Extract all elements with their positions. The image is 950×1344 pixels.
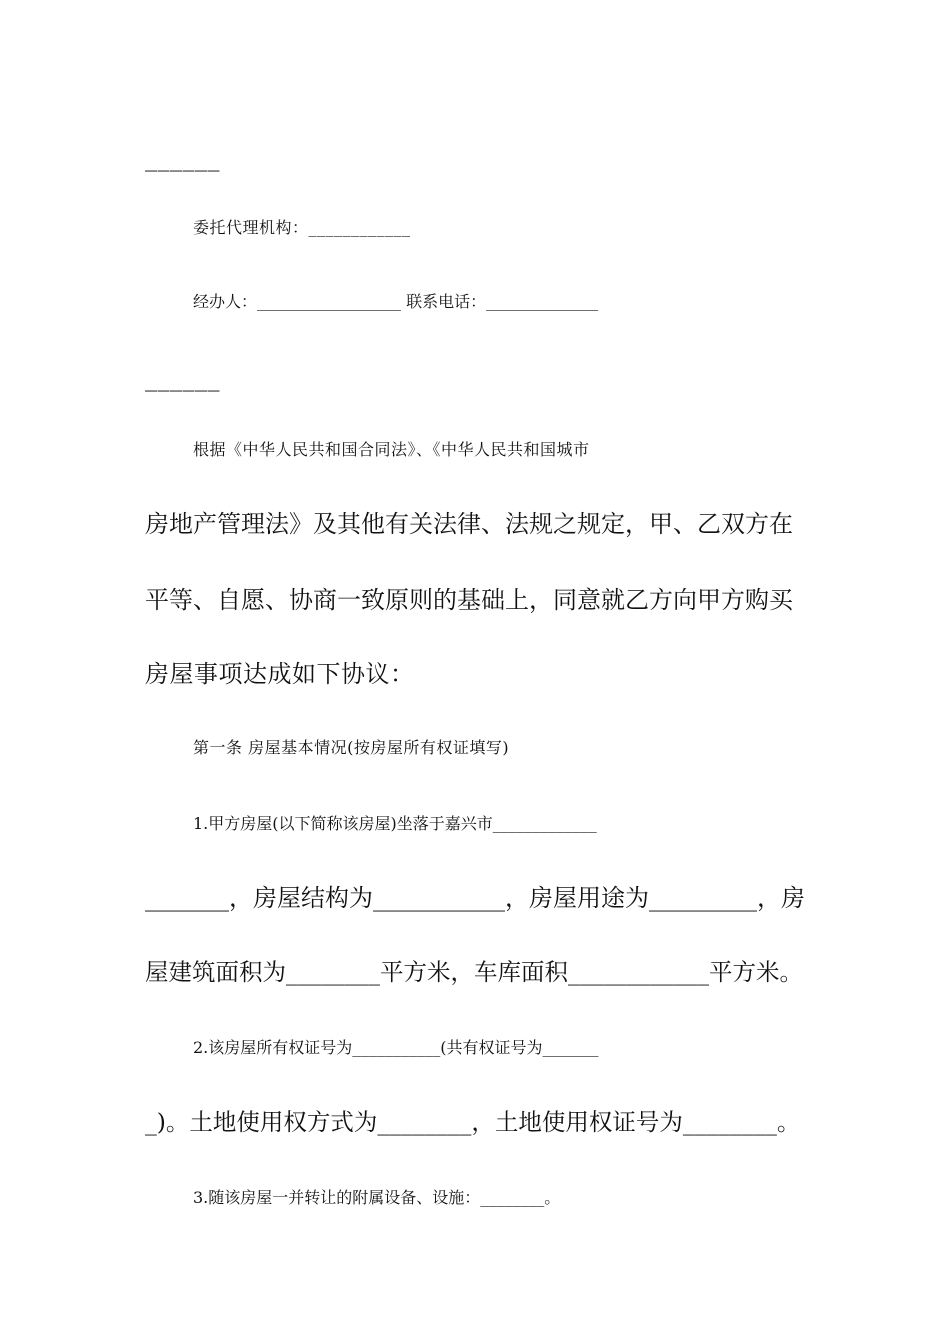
preamble-line-4: 房屋事项达成如下协议：	[145, 660, 415, 688]
handler-phone-line: 经办人：__________________ 联系电话：______________	[193, 292, 599, 311]
blank-line-continuation: ______	[145, 144, 220, 172]
clause-1-line-3: 屋建筑面积为________平方米，车库面积____________平方米。	[145, 958, 803, 986]
clause-2-line-1: 2.该房屋所有权证号为___________(共有权证号为_______	[193, 1038, 599, 1057]
preamble-line-3: 平等、自愿、协商一致原则的基础上，同意就乙方向甲方购买	[145, 586, 793, 614]
blank-line-continuation-2: ______	[145, 364, 220, 392]
preamble-line-1: 根据《中华人民共和国合同法》、《中华人民共和国城市	[193, 440, 590, 459]
clause-2-line-2: _)。土地使用权方式为________，土地使用权证号为________。	[145, 1108, 801, 1136]
article-1-heading: 第一条 房屋基本情况(按房屋所有权证填写)	[193, 738, 510, 757]
preamble-line-2: 房地产管理法》及其他有关法律、法规之规定，甲、乙双方在	[145, 510, 793, 538]
agent-agency-line: 委托代理机构：____________	[193, 218, 411, 237]
clause-3-line: 3.随该房屋一并转让的附属设备、设施：________。	[193, 1188, 561, 1207]
clause-1-line-2: _______，房屋结构为___________，房屋用途为_________，房	[145, 884, 805, 912]
clause-1-line-1: 1.甲方房屋(以下简称该房屋)坐落于嘉兴市_____________	[193, 814, 597, 833]
